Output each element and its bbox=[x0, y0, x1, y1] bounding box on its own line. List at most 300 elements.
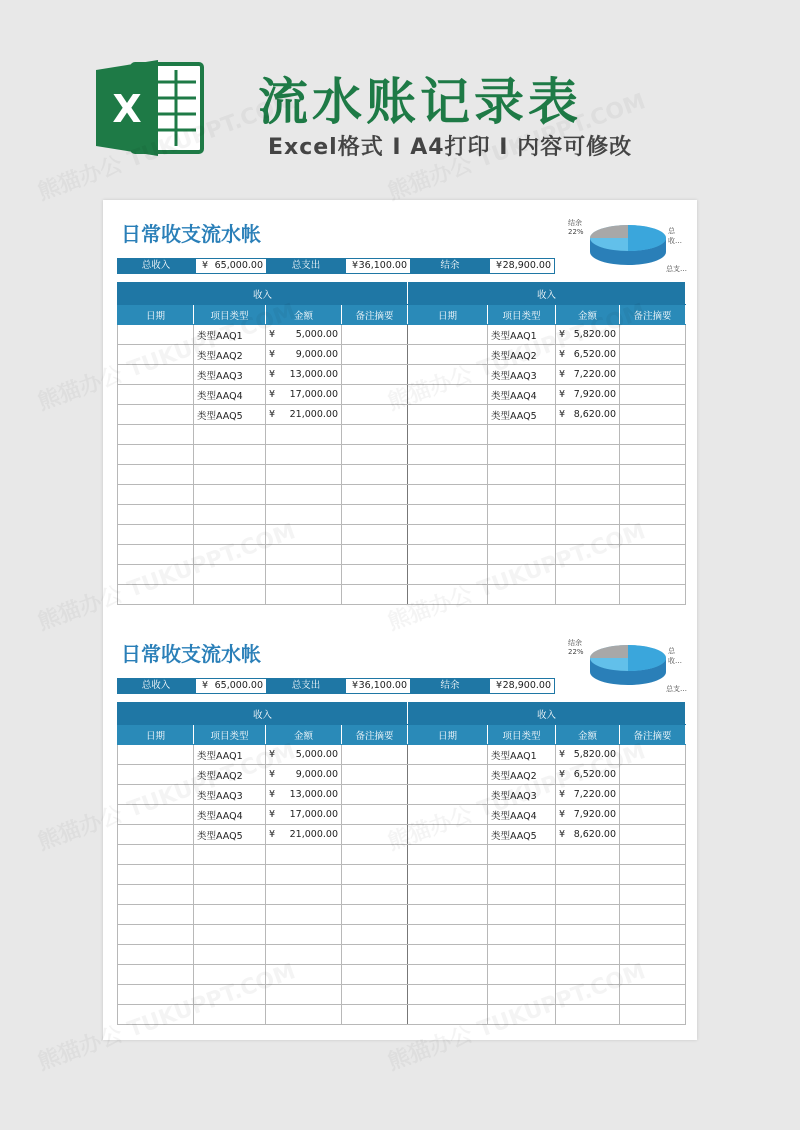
pie-label-balance: 结余 bbox=[568, 219, 582, 227]
column-header: 备注摘要 bbox=[342, 305, 408, 325]
table-row bbox=[118, 945, 686, 965]
note-cell[interactable] bbox=[342, 345, 408, 365]
amount-cell[interactable] bbox=[266, 585, 342, 605]
amount-cell[interactable] bbox=[266, 745, 342, 765]
type-cell[interactable] bbox=[194, 885, 266, 905]
date-cell[interactable] bbox=[408, 785, 488, 805]
date-cell[interactable] bbox=[408, 505, 488, 525]
table-row bbox=[118, 565, 686, 585]
date-cell[interactable] bbox=[408, 825, 488, 845]
column-header: 日期 bbox=[118, 725, 194, 745]
type-cell[interactable] bbox=[488, 865, 556, 885]
balance-value[interactable] bbox=[489, 678, 555, 694]
note-cell[interactable] bbox=[620, 765, 686, 785]
note-cell[interactable] bbox=[342, 445, 408, 465]
date-cell[interactable] bbox=[118, 585, 194, 605]
type-cell[interactable]: 类型AAQ2 bbox=[488, 765, 556, 785]
note-cell[interactable] bbox=[342, 905, 408, 925]
amount-cell[interactable] bbox=[266, 525, 342, 545]
total-expense-value[interactable] bbox=[345, 258, 411, 274]
amount-value: 7,220.00 bbox=[573, 789, 617, 800]
income-group-header: 收入 bbox=[118, 283, 408, 305]
note-cell[interactable] bbox=[620, 565, 686, 585]
amount-cell[interactable] bbox=[266, 825, 342, 845]
date-cell[interactable] bbox=[118, 965, 194, 985]
date-cell[interactable] bbox=[118, 385, 194, 405]
currency-sign: ¥ bbox=[269, 329, 276, 340]
date-cell[interactable] bbox=[408, 485, 488, 505]
amount-cell[interactable] bbox=[266, 505, 342, 525]
type-cell[interactable] bbox=[194, 905, 266, 925]
table-row bbox=[118, 765, 686, 785]
type-cell[interactable] bbox=[488, 545, 556, 565]
currency-sign: ¥ bbox=[559, 409, 566, 420]
note-cell[interactable] bbox=[620, 585, 686, 605]
date-cell[interactable] bbox=[408, 925, 488, 945]
table-row bbox=[118, 385, 686, 405]
type-cell[interactable]: 类型AAQ1 bbox=[194, 325, 266, 345]
column-header: 项目类型 bbox=[194, 305, 266, 325]
note-cell[interactable] bbox=[620, 385, 686, 405]
currency-sign: ¥ bbox=[496, 260, 503, 271]
ledger-block bbox=[103, 620, 697, 1040]
date-cell[interactable] bbox=[118, 945, 194, 965]
type-cell[interactable] bbox=[194, 545, 266, 565]
column-header: 金额 bbox=[266, 725, 342, 745]
currency-sign: ¥ bbox=[496, 680, 503, 691]
amount-value: 9,000.00 bbox=[295, 349, 338, 360]
total-expense-amount: 36,100.00 bbox=[358, 680, 407, 691]
type-cell[interactable] bbox=[488, 585, 556, 605]
total-income-amount: 65,000.00 bbox=[214, 260, 263, 271]
type-cell[interactable] bbox=[488, 565, 556, 585]
table-row bbox=[118, 465, 686, 485]
currency-sign: ¥ bbox=[269, 789, 276, 800]
note-cell[interactable] bbox=[620, 505, 686, 525]
note-cell[interactable] bbox=[620, 465, 686, 485]
date-cell[interactable] bbox=[118, 485, 194, 505]
type-cell[interactable] bbox=[194, 1005, 266, 1025]
ledger-title: 日常收支流水帐 bbox=[121, 642, 261, 666]
currency-sign: ¥ bbox=[269, 749, 276, 760]
date-cell[interactable] bbox=[118, 865, 194, 885]
date-cell[interactable] bbox=[408, 385, 488, 405]
amount-cell[interactable] bbox=[556, 345, 620, 365]
amount-cell[interactable] bbox=[556, 965, 620, 985]
balance-label: 结余 bbox=[411, 258, 489, 274]
type-cell[interactable]: 类型AAQ1 bbox=[488, 745, 556, 765]
type-cell[interactable] bbox=[194, 585, 266, 605]
amount-cell[interactable] bbox=[266, 945, 342, 965]
note-cell[interactable] bbox=[620, 785, 686, 805]
currency-sign: ¥ bbox=[269, 369, 276, 380]
type-cell[interactable] bbox=[194, 445, 266, 465]
amount-value: 7,920.00 bbox=[573, 389, 617, 400]
amount-cell[interactable] bbox=[556, 545, 620, 565]
date-cell[interactable] bbox=[118, 545, 194, 565]
type-cell[interactable] bbox=[194, 985, 266, 1005]
date-cell[interactable] bbox=[118, 505, 194, 525]
amount-cell[interactable] bbox=[556, 805, 620, 825]
column-header: 项目类型 bbox=[488, 725, 556, 745]
note-cell[interactable] bbox=[342, 525, 408, 545]
date-cell[interactable] bbox=[408, 405, 488, 425]
note-cell[interactable] bbox=[342, 945, 408, 965]
note-cell[interactable] bbox=[342, 405, 408, 425]
type-cell[interactable] bbox=[194, 865, 266, 885]
note-cell[interactable] bbox=[620, 805, 686, 825]
date-cell[interactable] bbox=[118, 985, 194, 1005]
date-cell[interactable] bbox=[408, 805, 488, 825]
type-cell[interactable]: 类型AAQ3 bbox=[194, 365, 266, 385]
note-cell[interactable] bbox=[342, 425, 408, 445]
amount-cell[interactable] bbox=[266, 885, 342, 905]
note-cell[interactable] bbox=[342, 805, 408, 825]
note-cell[interactable] bbox=[620, 885, 686, 905]
date-cell[interactable] bbox=[118, 365, 194, 385]
note-cell[interactable] bbox=[342, 1005, 408, 1025]
amount-cell[interactable] bbox=[266, 925, 342, 945]
excel-logo-letter: X bbox=[112, 87, 142, 131]
date-cell[interactable] bbox=[118, 345, 194, 365]
type-cell[interactable] bbox=[488, 465, 556, 485]
amount-cell[interactable] bbox=[556, 925, 620, 945]
column-header: 项目类型 bbox=[194, 725, 266, 745]
amount-cell[interactable] bbox=[266, 985, 342, 1005]
page-subtitle: Excel格式 I A4打印 I 内容可修改 bbox=[268, 135, 633, 160]
date-cell[interactable] bbox=[118, 425, 194, 445]
type-cell[interactable]: 类型AAQ1 bbox=[194, 745, 266, 765]
type-cell[interactable]: 类型AAQ4 bbox=[488, 805, 556, 825]
note-cell[interactable] bbox=[342, 565, 408, 585]
table-row bbox=[118, 405, 686, 425]
note-cell[interactable] bbox=[620, 525, 686, 545]
note-cell[interactable] bbox=[342, 925, 408, 945]
note-cell[interactable] bbox=[342, 585, 408, 605]
type-cell[interactable] bbox=[488, 945, 556, 965]
amount-cell[interactable] bbox=[266, 385, 342, 405]
note-cell[interactable] bbox=[620, 865, 686, 885]
type-cell[interactable] bbox=[488, 525, 556, 545]
type-cell[interactable]: 类型AAQ5 bbox=[194, 825, 266, 845]
amount-cell[interactable] bbox=[556, 825, 620, 845]
date-cell[interactable] bbox=[408, 845, 488, 865]
amount-cell[interactable] bbox=[266, 425, 342, 445]
type-cell[interactable] bbox=[488, 445, 556, 465]
amount-cell[interactable] bbox=[266, 965, 342, 985]
date-cell[interactable] bbox=[408, 325, 488, 345]
type-cell[interactable] bbox=[488, 905, 556, 925]
amount-value: 13,000.00 bbox=[289, 369, 338, 380]
summary-row bbox=[117, 678, 685, 694]
amount-cell[interactable] bbox=[556, 505, 620, 525]
date-cell[interactable] bbox=[118, 325, 194, 345]
date-cell[interactable] bbox=[118, 765, 194, 785]
amount-cell[interactable] bbox=[556, 385, 620, 405]
type-cell[interactable]: 类型AAQ5 bbox=[488, 405, 556, 425]
date-cell[interactable] bbox=[408, 445, 488, 465]
date-cell[interactable] bbox=[408, 965, 488, 985]
total-expense-value[interactable] bbox=[345, 678, 411, 694]
amount-cell[interactable] bbox=[266, 325, 342, 345]
amount-cell[interactable] bbox=[556, 325, 620, 345]
note-cell[interactable] bbox=[620, 925, 686, 945]
amount-cell[interactable] bbox=[556, 405, 620, 425]
amount-value: 21,000.00 bbox=[289, 409, 338, 420]
table-row bbox=[118, 925, 686, 945]
amount-cell[interactable] bbox=[556, 845, 620, 865]
amount-value: 17,000.00 bbox=[289, 809, 338, 820]
table-row bbox=[118, 845, 686, 865]
amount-cell[interactable] bbox=[556, 445, 620, 465]
note-cell[interactable] bbox=[342, 845, 408, 865]
amount-cell[interactable] bbox=[556, 745, 620, 765]
note-cell[interactable] bbox=[342, 885, 408, 905]
type-cell[interactable] bbox=[194, 425, 266, 445]
type-cell[interactable] bbox=[194, 485, 266, 505]
date-cell[interactable] bbox=[408, 465, 488, 485]
type-cell[interactable]: 类型AAQ3 bbox=[488, 785, 556, 805]
table-row bbox=[118, 865, 686, 885]
note-cell[interactable] bbox=[620, 345, 686, 365]
date-cell[interactable] bbox=[118, 825, 194, 845]
date-cell[interactable] bbox=[118, 785, 194, 805]
amount-value: 8,620.00 bbox=[573, 409, 617, 420]
currency-sign: ¥ bbox=[559, 789, 566, 800]
amount-cell[interactable] bbox=[266, 465, 342, 485]
type-cell[interactable] bbox=[488, 1005, 556, 1025]
amount-cell[interactable] bbox=[556, 565, 620, 585]
amount-cell[interactable] bbox=[556, 525, 620, 545]
date-cell[interactable] bbox=[408, 1005, 488, 1025]
note-cell[interactable] bbox=[620, 365, 686, 385]
date-cell[interactable] bbox=[118, 465, 194, 485]
balance-amount: 28,900.00 bbox=[502, 680, 551, 691]
amount-cell[interactable] bbox=[266, 905, 342, 925]
type-cell[interactable] bbox=[194, 565, 266, 585]
note-cell[interactable] bbox=[342, 985, 408, 1005]
amount-cell[interactable] bbox=[266, 785, 342, 805]
currency-sign: ¥ bbox=[559, 749, 566, 760]
amount-cell[interactable] bbox=[556, 885, 620, 905]
amount-cell[interactable] bbox=[556, 905, 620, 925]
pie-label-income: 总收… bbox=[668, 647, 682, 665]
date-cell[interactable] bbox=[408, 345, 488, 365]
amount-cell[interactable] bbox=[556, 945, 620, 965]
date-cell[interactable] bbox=[118, 805, 194, 825]
amount-cell[interactable] bbox=[556, 1005, 620, 1025]
note-cell[interactable] bbox=[620, 745, 686, 765]
amount-cell[interactable] bbox=[266, 485, 342, 505]
amount-cell[interactable] bbox=[556, 765, 620, 785]
table-row bbox=[118, 905, 686, 925]
type-cell[interactable] bbox=[194, 505, 266, 525]
type-cell[interactable] bbox=[488, 885, 556, 905]
column-header: 金额 bbox=[556, 725, 620, 745]
amount-cell[interactable] bbox=[556, 985, 620, 1005]
amount-value: 6,520.00 bbox=[573, 769, 617, 780]
note-cell[interactable] bbox=[620, 425, 686, 445]
date-cell[interactable] bbox=[408, 545, 488, 565]
note-cell[interactable] bbox=[620, 905, 686, 925]
currency-sign: ¥ bbox=[559, 809, 566, 820]
date-cell[interactable] bbox=[118, 1005, 194, 1025]
type-cell[interactable]: 类型AAQ2 bbox=[194, 345, 266, 365]
type-cell[interactable] bbox=[194, 945, 266, 965]
note-cell[interactable] bbox=[620, 405, 686, 425]
type-cell[interactable] bbox=[488, 845, 556, 865]
date-cell[interactable] bbox=[118, 845, 194, 865]
total-income-value[interactable] bbox=[195, 678, 267, 694]
note-cell[interactable] bbox=[620, 945, 686, 965]
currency-sign: ¥ bbox=[559, 389, 566, 400]
pie-label-balance-pct: 22% bbox=[568, 228, 584, 236]
date-cell[interactable] bbox=[118, 745, 194, 765]
amount-value: 5,820.00 bbox=[573, 749, 617, 760]
amount-cell[interactable] bbox=[556, 865, 620, 885]
column-header: 日期 bbox=[118, 305, 194, 325]
table-row bbox=[118, 965, 686, 985]
date-cell[interactable] bbox=[408, 985, 488, 1005]
type-cell[interactable] bbox=[194, 525, 266, 545]
note-cell[interactable] bbox=[342, 965, 408, 985]
date-cell[interactable] bbox=[118, 925, 194, 945]
type-cell[interactable] bbox=[488, 925, 556, 945]
summary-row bbox=[117, 258, 685, 274]
date-cell[interactable] bbox=[408, 865, 488, 885]
note-cell[interactable] bbox=[342, 365, 408, 385]
date-cell[interactable] bbox=[408, 905, 488, 925]
type-cell[interactable] bbox=[194, 845, 266, 865]
pie-label-balance: 结余 bbox=[568, 639, 582, 647]
amount-value: 13,000.00 bbox=[289, 789, 338, 800]
amount-value: 21,000.00 bbox=[289, 829, 338, 840]
currency-sign: ¥ bbox=[559, 829, 566, 840]
currency-sign: ¥ bbox=[352, 680, 359, 691]
ledger-block bbox=[103, 200, 697, 620]
note-cell[interactable] bbox=[620, 845, 686, 865]
date-cell[interactable] bbox=[118, 885, 194, 905]
type-cell[interactable]: 类型AAQ4 bbox=[194, 805, 266, 825]
date-cell[interactable] bbox=[408, 945, 488, 965]
note-cell[interactable] bbox=[342, 765, 408, 785]
total-income-value[interactable] bbox=[195, 258, 267, 274]
date-cell[interactable] bbox=[118, 525, 194, 545]
amount-cell[interactable] bbox=[266, 545, 342, 565]
type-cell[interactable]: 类型AAQ2 bbox=[488, 345, 556, 365]
type-cell[interactable]: 类型AAQ5 bbox=[194, 405, 266, 425]
type-cell[interactable] bbox=[488, 505, 556, 525]
expense-group-header: 收入 bbox=[408, 283, 686, 305]
type-cell[interactable] bbox=[488, 985, 556, 1005]
note-cell[interactable] bbox=[620, 325, 686, 345]
date-cell[interactable] bbox=[118, 405, 194, 425]
amount-cell[interactable] bbox=[556, 585, 620, 605]
amount-cell[interactable] bbox=[556, 485, 620, 505]
amount-cell[interactable] bbox=[266, 565, 342, 585]
date-cell[interactable] bbox=[118, 565, 194, 585]
amount-cell[interactable] bbox=[556, 465, 620, 485]
note-cell[interactable] bbox=[620, 445, 686, 465]
date-cell[interactable] bbox=[408, 745, 488, 765]
note-cell[interactable] bbox=[342, 325, 408, 345]
amount-cell[interactable] bbox=[266, 405, 342, 425]
date-cell[interactable] bbox=[408, 365, 488, 385]
type-cell[interactable] bbox=[488, 485, 556, 505]
type-cell[interactable]: 类型AAQ1 bbox=[488, 325, 556, 345]
amount-cell[interactable] bbox=[266, 865, 342, 885]
type-cell[interactable] bbox=[194, 965, 266, 985]
date-cell[interactable] bbox=[408, 585, 488, 605]
total-income-amount: 65,000.00 bbox=[214, 680, 263, 691]
amount-value: 9,000.00 bbox=[295, 769, 338, 780]
date-cell[interactable] bbox=[118, 905, 194, 925]
date-cell[interactable] bbox=[408, 765, 488, 785]
note-cell[interactable] bbox=[342, 745, 408, 765]
currency-sign: ¥ bbox=[352, 260, 359, 271]
note-cell[interactable] bbox=[620, 485, 686, 505]
amount-cell[interactable] bbox=[266, 845, 342, 865]
type-cell[interactable] bbox=[194, 925, 266, 945]
balance-value[interactable] bbox=[489, 258, 555, 274]
date-cell[interactable] bbox=[408, 565, 488, 585]
type-cell[interactable]: 类型AAQ3 bbox=[194, 785, 266, 805]
note-cell[interactable] bbox=[342, 825, 408, 845]
amount-cell[interactable] bbox=[556, 785, 620, 805]
date-cell[interactable] bbox=[118, 445, 194, 465]
amount-cell[interactable] bbox=[266, 765, 342, 785]
note-cell[interactable] bbox=[620, 1005, 686, 1025]
amount-cell[interactable] bbox=[266, 365, 342, 385]
note-cell[interactable] bbox=[620, 825, 686, 845]
type-cell[interactable]: 类型AAQ4 bbox=[194, 385, 266, 405]
note-cell[interactable] bbox=[342, 465, 408, 485]
date-cell[interactable] bbox=[408, 885, 488, 905]
note-cell[interactable] bbox=[342, 505, 408, 525]
type-cell[interactable]: 类型AAQ2 bbox=[194, 765, 266, 785]
type-cell[interactable] bbox=[194, 465, 266, 485]
note-cell[interactable] bbox=[342, 865, 408, 885]
table-row bbox=[118, 545, 686, 565]
amount-cell[interactable] bbox=[556, 365, 620, 385]
note-cell[interactable] bbox=[342, 545, 408, 565]
amount-cell[interactable] bbox=[266, 445, 342, 465]
column-header: 备注摘要 bbox=[620, 305, 686, 325]
type-cell[interactable] bbox=[488, 425, 556, 445]
note-cell[interactable] bbox=[620, 965, 686, 985]
amount-value: 5,000.00 bbox=[295, 749, 338, 760]
currency-sign: ¥ bbox=[269, 809, 276, 820]
table-row bbox=[118, 885, 686, 905]
note-cell[interactable] bbox=[342, 385, 408, 405]
amount-cell[interactable] bbox=[266, 1005, 342, 1025]
table-row bbox=[118, 1005, 686, 1025]
date-cell[interactable] bbox=[408, 525, 488, 545]
type-cell[interactable]: 类型AAQ4 bbox=[488, 385, 556, 405]
amount-cell[interactable] bbox=[266, 805, 342, 825]
note-cell[interactable] bbox=[342, 485, 408, 505]
note-cell[interactable] bbox=[342, 785, 408, 805]
type-cell[interactable]: 类型AAQ3 bbox=[488, 365, 556, 385]
date-cell[interactable] bbox=[408, 425, 488, 445]
type-cell[interactable] bbox=[488, 965, 556, 985]
note-cell[interactable] bbox=[620, 985, 686, 1005]
amount-cell[interactable] bbox=[556, 425, 620, 445]
column-header: 日期 bbox=[408, 305, 488, 325]
amount-cell[interactable] bbox=[266, 345, 342, 365]
note-cell[interactable] bbox=[620, 545, 686, 565]
type-cell[interactable]: 类型AAQ5 bbox=[488, 825, 556, 845]
